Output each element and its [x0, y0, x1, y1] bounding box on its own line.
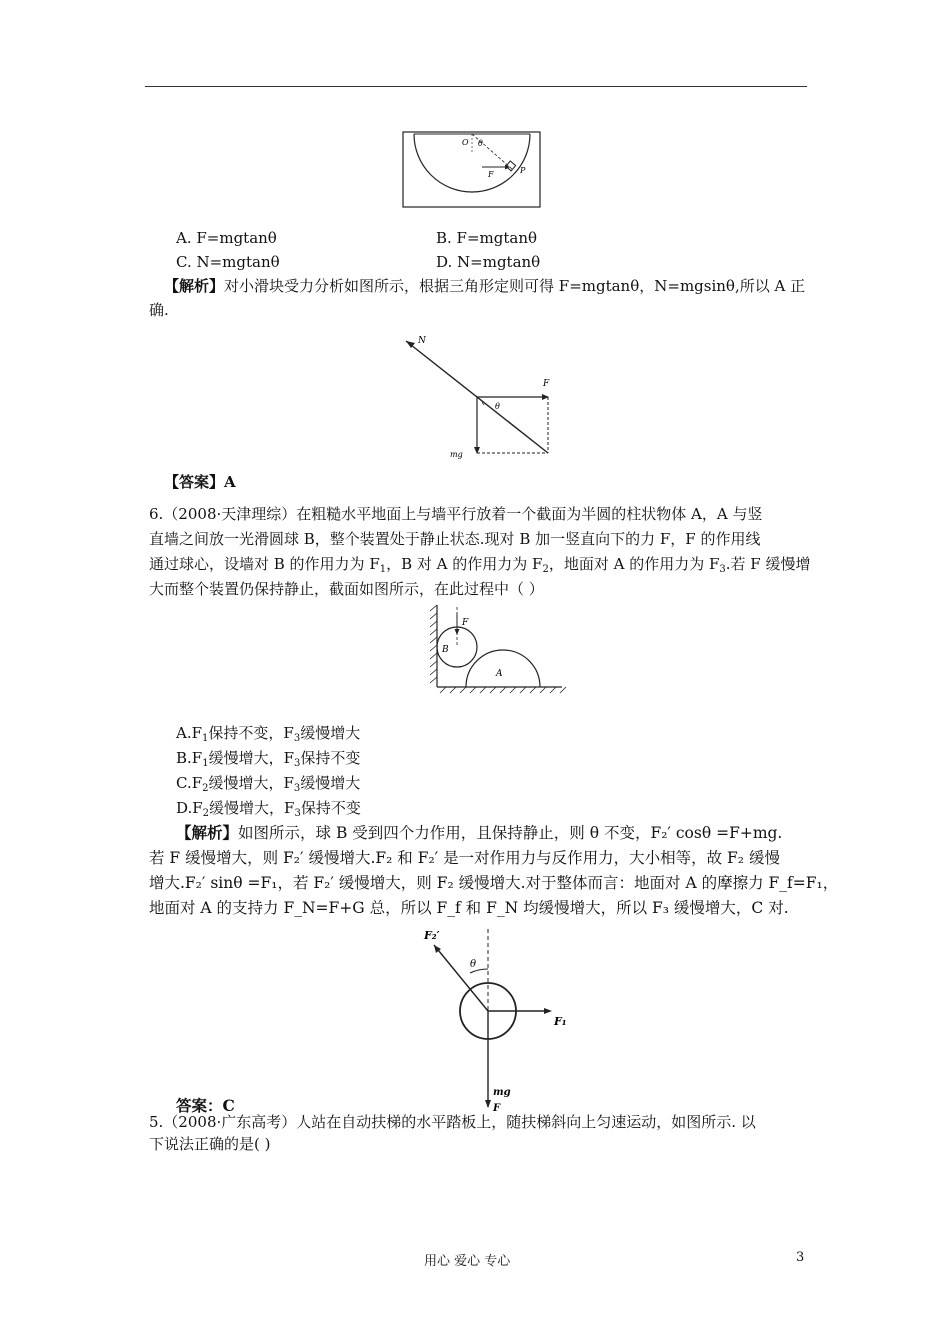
q6-opt-c-2: 缓慢增大，F [208, 774, 294, 792]
fig2-label-f: F [543, 379, 550, 389]
q6-analysis-line4: 地面对 A 的支持力 F_N=F+G 总，所以 F_f 和 F_N 均缓慢增大，所以 F₃ 缓慢增大，C 对. [149, 899, 789, 917]
q6-analysis-a1: 如图所示，球 B 受到四个力作用，且保持静止，则 θ 不变，F₂′ cosθ =F+mg. [238, 824, 783, 842]
fig4-label-f1: F₁ [554, 1015, 567, 1028]
q4-option-c: C. N=mgtanθ [176, 253, 280, 271]
fig2-label-mg: mg [450, 450, 463, 459]
q6-analysis-line2: 若 F 缓慢增大，则 F₂′ 缓慢增大.F₂ 和 F₂′ 是一对作用力与反作用力，大小相等，故 F₂ 缓慢 [149, 849, 780, 867]
q6-line3-b: ，B 对 A 的作用力为 F [386, 555, 543, 573]
q6-opt-b-2: 缓慢增大，F [208, 749, 294, 767]
q6-analysis-tag: 【解析】 [176, 823, 239, 842]
q6-line2: 直墙之间放一光滑圆球 B，整个装置处于静止状态.现对 B 加一竖直向下的力 F，F 的作用线 [149, 530, 761, 548]
q6-answer: 答案：C [176, 1096, 235, 1115]
q6-opt-b-s2: 3 [294, 758, 301, 769]
q6-opt-b-s1: 1 [202, 758, 209, 769]
q6-opt-d-s1: 2 [202, 808, 210, 819]
fig4-label-f2prime: F₂′ [424, 929, 440, 942]
footer-slogan: 用心 爱心 专心 [424, 1254, 511, 1269]
q6-option-a [176, 723, 360, 743]
fig3-label-a: A [496, 669, 503, 679]
q6-opt-d-3: 保持不变 [300, 799, 361, 817]
figure-ball-forces [420, 925, 580, 1119]
fig1-label-f: F [488, 170, 494, 179]
fig2-label-n: N [418, 336, 426, 346]
figure-force-triangle [400, 333, 570, 467]
q5-line1: 5.（2008·广东高考）人站在自动扶梯的水平踏板上，随扶梯斜向上匀速运动，如图所示. 以 [149, 1113, 756, 1131]
q6-opt-c-s1: 2 [202, 783, 209, 794]
q4-analysis-tag: 【解析】 [164, 277, 225, 295]
q4-answer: 【答案】A [164, 473, 236, 491]
figure-ball-semicylinder [430, 603, 570, 699]
page-number: 3 [796, 1250, 805, 1265]
q6-option-b [176, 748, 360, 768]
q6-opt-a-s2: 3 [293, 733, 301, 744]
q6-opt-d-1: D.F [176, 799, 203, 817]
q6-line4: 大而整个装置仍保持静止，截面如图所示，在此过程中（ ） [149, 580, 544, 598]
q5-line2: 下说法正确的是( ) [149, 1135, 271, 1153]
fig3-label-f: F [462, 618, 469, 628]
q6-opt-c-s2: 3 [293, 783, 301, 794]
fig4-label-mg: mg [493, 1087, 511, 1098]
header-rule [145, 86, 807, 87]
fig1-label-o: O [462, 138, 469, 147]
q6-line3-c: ，地面对 A 的作用力为 F [548, 555, 720, 573]
fig4-label-theta: θ [470, 959, 477, 970]
q6-opt-b-3: 保持不变 [300, 749, 361, 767]
q6-opt-c-1: C.F [176, 774, 203, 792]
fig4-label-f: F [493, 1103, 501, 1114]
q4-option-d: D. N=mgtanθ [436, 253, 541, 271]
fig1-label-p: P [520, 166, 526, 175]
q6-opt-a-s1: 1 [202, 733, 209, 744]
q6-opt-a-3: 缓慢增大 [300, 724, 361, 742]
q6-analysis-line1 [176, 823, 782, 843]
q4-analysis-line1 [164, 276, 805, 296]
q6-option-d [176, 798, 361, 818]
fig3-label-b: B [442, 645, 449, 655]
q4-analysis-line2: 确. [149, 301, 169, 319]
q4-option-b: B. F=mgtanθ [436, 229, 538, 247]
q6-opt-d-2: 缓慢增大，F [209, 799, 295, 817]
q6-line1: 6.（2008·天津理综）在粗糙水平地面上与墙平行放着一个截面为半圆的柱状物体 A，A 与竖 [149, 505, 763, 523]
q6-opt-c-3: 缓慢增大 [300, 774, 361, 792]
q6-opt-b-1: B.F [176, 749, 203, 767]
q6-option-c [176, 773, 360, 793]
q4-option-a: A. F=mgtanθ [176, 229, 277, 247]
q6-analysis-line3: 增大.F₂′ sinθ =F₁，若 F₂′ 缓慢增大，则 F₂ 缓慢增大.对于整体而言：地面对 A 的摩擦力 F_f=F₁， [149, 874, 839, 892]
q6-opt-a-1: A.F [176, 724, 203, 742]
fig2-label-theta: θ [495, 402, 500, 411]
fig1-label-theta: θ [478, 139, 483, 148]
q6-line3-a: 通过球心，设墙对 B 的作用力为 F [149, 555, 380, 573]
q6-line3: 通过球心，设墙对 B 的作用力为 $F_1$，B 对 A 的作用力为 $F_2$，地面对 A 的作用力为 $F_3$.若 F 缓慢增 [149, 555, 811, 575]
q6-opt-a-2: 保持不变，F [208, 724, 294, 742]
q6-opt-d-s2: 3 [294, 808, 301, 819]
q4-analysis-text: 对小滑块受力分析如图所示，根据三角形定则可得 F=mgtanθ，N=mgsinθ,所以 A 正 [224, 277, 806, 295]
q6-line3-d: .若 F 缓慢增 [725, 555, 811, 573]
figure-semicircle-box [402, 131, 542, 213]
